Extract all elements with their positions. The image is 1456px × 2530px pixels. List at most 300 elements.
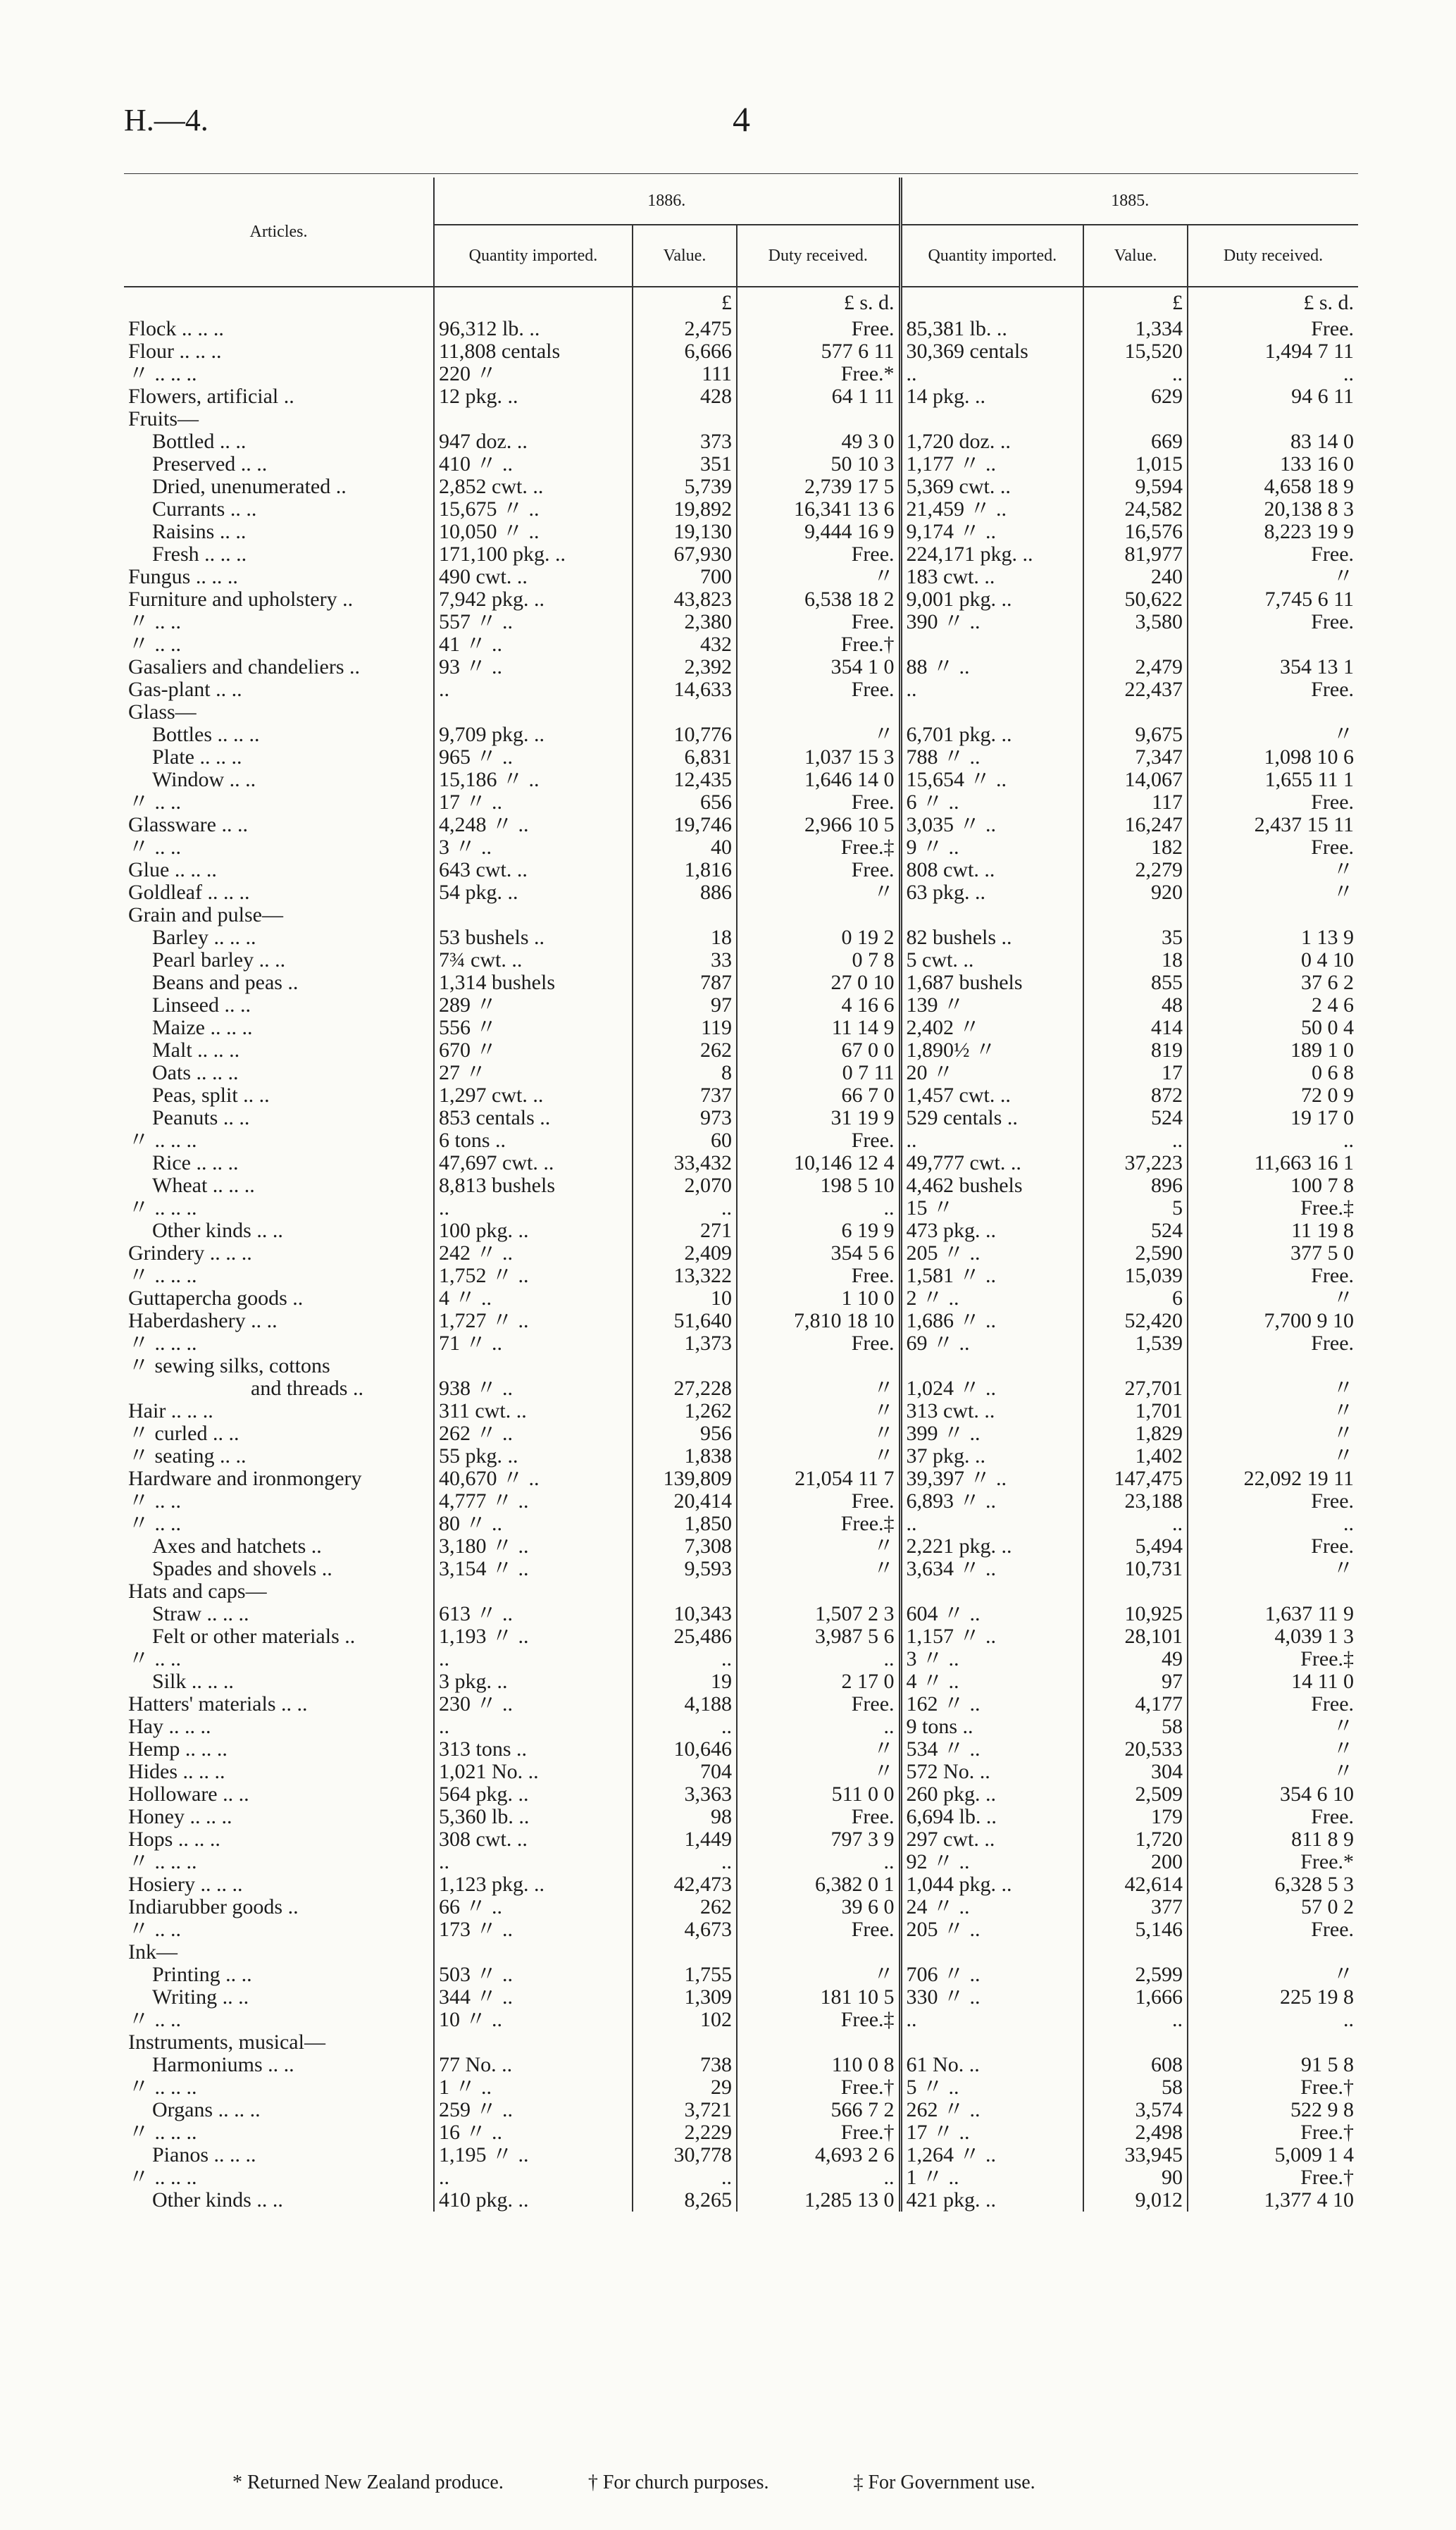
table-row: [124, 476, 1358, 498]
cell-duty-1885: Free.: [1188, 836, 1358, 859]
cell-duty-1885: 〃: [1188, 1287, 1358, 1310]
cell-quantity-1885: 5 〃 ..: [900, 2076, 1083, 2099]
cell-quantity-1885: 30,369 centals: [900, 340, 1083, 363]
cell-article: and threads ..: [251, 1377, 363, 1400]
table-row: [124, 769, 1358, 791]
cell-quantity-1885: 2,402 〃: [900, 1017, 1083, 1039]
cell-duty-1886: 1,507 2 3: [737, 1603, 900, 1625]
cell-value-1886: 738: [633, 2054, 737, 2076]
cell-quantity-1886: 965 〃 ..: [434, 746, 633, 769]
cell-duty-1886: 11 14 9: [737, 1017, 900, 1039]
cell-quantity-1885: 1,720 doz. ..: [900, 430, 1083, 453]
cell-article: Barley .. .. ..: [152, 926, 256, 949]
table-row: [124, 1400, 1358, 1422]
cell-article: 〃 .. .. ..: [128, 1851, 197, 1873]
cell-duty-1885: 91 5 8: [1188, 2054, 1358, 2076]
cell-duty-1885: Free.: [1188, 1490, 1358, 1513]
cell-value-1885: 304: [1083, 1761, 1188, 1783]
cell-duty-1885: 0 6 8: [1188, 1062, 1358, 1084]
cell-value-1885: 97: [1083, 1670, 1188, 1693]
cell-value-1886: 19,892: [633, 498, 737, 521]
cell-duty-1885: 4,658 18 9: [1188, 476, 1358, 498]
cell-value-1885: [1083, 1355, 1188, 1377]
cell-quantity-1885: 21,459 〃 ..: [900, 498, 1083, 521]
cell-quantity-1885: [900, 1580, 1083, 1603]
cell-quantity-1885: 9,001 pkg. ..: [900, 588, 1083, 611]
cell-duty-1886: [737, 1941, 900, 1964]
cell-quantity-1886: 220 〃: [434, 363, 633, 385]
cell-duty-1886: Free.‡: [737, 1513, 900, 1535]
table-row: [124, 1670, 1358, 1693]
cell-value-1885: ..: [1083, 1513, 1188, 1535]
cell-value-1885: 81,977: [1083, 543, 1188, 566]
cell-value-1885: 23,188: [1083, 1490, 1188, 1513]
cell-article: Hay .. .. ..: [128, 1716, 211, 1738]
cell-value-1886: 1,816: [633, 859, 737, 881]
cell-value-1886: 2,229: [633, 2121, 737, 2144]
cell-duty-1886: 4 16 6: [737, 994, 900, 1017]
cell-quantity-1886: 853 centals ..: [434, 1107, 633, 1129]
cell-value-1886: 98: [633, 1806, 737, 1828]
cell-quantity-1886: 96,312 lb. ..: [434, 318, 633, 340]
cell-quantity-1885: [900, 408, 1083, 430]
cell-article: 〃 .. .. ..: [128, 2166, 197, 2189]
cell-quantity-1886: 490 cwt. ..: [434, 566, 633, 588]
table-row: [124, 1580, 1358, 1603]
cell-duty-1885: ..: [1188, 363, 1358, 385]
cell-quantity-1885: [900, 2031, 1083, 2054]
cell-quantity-1886: 27 〃: [434, 1062, 633, 1084]
cell-value-1886: 60: [633, 1129, 737, 1152]
cell-duty-1885: 4,039 1 3: [1188, 1625, 1358, 1648]
header-duty-1885: Duty received.: [1188, 225, 1358, 287]
cell-quantity-1885: ..: [900, 363, 1083, 385]
cell-article: Beans and peas ..: [152, 972, 299, 994]
cell-value-1886: 29: [633, 2076, 737, 2099]
cell-duty-1886: 6,538 18 2: [737, 588, 900, 611]
cell-article: Oats .. .. ..: [152, 1062, 239, 1084]
cell-duty-1886: 10,146 12 4: [737, 1152, 900, 1174]
cell-value-1885: 15,520: [1083, 340, 1188, 363]
cell-duty-1885: [1188, 1941, 1358, 1964]
table-row: [124, 1332, 1358, 1355]
cell-quantity-1885: 39,397 〃 ..: [900, 1468, 1083, 1490]
cell-duty-1886: Free.: [737, 678, 900, 701]
cell-value-1885: 37,223: [1083, 1152, 1188, 1174]
cell-duty-1885: 1,494 7 11: [1188, 340, 1358, 363]
cell-duty-1886: 27 0 10: [737, 972, 900, 994]
cell-quantity-1886: 171,100 pkg. ..: [434, 543, 633, 566]
table-row: [124, 566, 1358, 588]
cell-quantity-1886: 1,314 bushels: [434, 972, 633, 994]
cell-value-1886: 97: [633, 994, 737, 1017]
cell-quantity-1886: 1,195 〃 ..: [434, 2144, 633, 2166]
cell-value-1886: 1,309: [633, 1986, 737, 2009]
cell-value-1885: 16,247: [1083, 814, 1188, 836]
cell-duty-1886: 110 0 8: [737, 2054, 900, 2076]
table-row: [124, 340, 1358, 363]
cell-value-1885: 50,622: [1083, 588, 1188, 611]
cell-duty-1886: 2,739 17 5: [737, 476, 900, 498]
cell-value-1886: 373: [633, 430, 737, 453]
cell-quantity-1885: 6,694 lb. ..: [900, 1806, 1083, 1828]
cell-value-1885: 1,402: [1083, 1445, 1188, 1468]
table-row: [124, 926, 1358, 949]
cell-value-1885: [1083, 633, 1188, 656]
cell-duty-1885: ..: [1188, 1513, 1358, 1535]
cell-article: Glassware .. ..: [128, 814, 248, 836]
header-duty-1886: Duty received.: [737, 225, 900, 287]
cell-article: Fruits—: [128, 408, 199, 430]
cell-value-1885: 3,580: [1083, 611, 1188, 633]
table-row: [124, 1107, 1358, 1129]
cell-article: Flock .. .. ..: [128, 318, 224, 340]
table-row: [124, 1648, 1358, 1670]
cell-article: 〃 .. .. ..: [128, 363, 197, 385]
cell-duty-1885: [1188, 701, 1358, 724]
cell-value-1886: 67,930: [633, 543, 737, 566]
cell-quantity-1885: 9,174 〃 ..: [900, 521, 1083, 543]
cell-duty-1886: [737, 2031, 900, 2054]
cell-article: Instruments, musical—: [128, 2031, 325, 2054]
cell-duty-1886: Free.†: [737, 633, 900, 656]
table-row: [124, 1535, 1358, 1558]
cell-value-1885: 1,539: [1083, 1332, 1188, 1355]
table-row: [124, 2121, 1358, 2144]
cell-article: Peas, split .. ..: [152, 1084, 270, 1107]
cell-value-1885: 22,437: [1083, 678, 1188, 701]
cell-value-1885: 16,576: [1083, 521, 1188, 543]
cell-value-1885: 15,039: [1083, 1265, 1188, 1287]
cell-article: Harmoniums .. ..: [152, 2054, 294, 2076]
cell-quantity-1885: 1,890½ 〃: [900, 1039, 1083, 1062]
cell-quantity-1885: [900, 287, 1083, 318]
cell-article: Other kinds .. ..: [152, 2189, 283, 2212]
cell-quantity-1886: 41 〃 ..: [434, 633, 633, 656]
cell-value-1885: 10,731: [1083, 1558, 1188, 1580]
cell-quantity-1886: 410 pkg. ..: [434, 2189, 633, 2212]
cell-value-1885: 524: [1083, 1220, 1188, 1242]
table-row: [124, 2144, 1358, 2166]
cell-value-1885: 18: [1083, 949, 1188, 972]
cell-value-1885: 1,720: [1083, 1828, 1188, 1851]
cell-value-1886: 432: [633, 633, 737, 656]
cell-duty-1885: Free.: [1188, 1918, 1358, 1941]
table-row: [124, 836, 1358, 859]
cell-article: Felt or other materials ..: [152, 1625, 356, 1648]
cell-quantity-1885: [900, 1941, 1083, 1964]
cell-article: Guttapercha goods ..: [128, 1287, 304, 1310]
cell-duty-1886: Free.: [737, 1129, 900, 1152]
cell-value-1886: 5,739: [633, 476, 737, 498]
table-row: [124, 633, 1358, 656]
cell-duty-1885: [1188, 408, 1358, 430]
cell-duty-1886: Free.†: [737, 2076, 900, 2099]
table-row: [124, 1197, 1358, 1220]
cell-duty-1886: ..: [737, 2166, 900, 2189]
cell-quantity-1886: 262 〃 ..: [434, 1422, 633, 1445]
cell-value-1885: 872: [1083, 1084, 1188, 1107]
cell-article: Pearl barley .. ..: [152, 949, 286, 972]
cell-article: 〃 .. .. ..: [128, 1265, 197, 1287]
cell-article: Honey .. .. ..: [128, 1806, 232, 1828]
header-value-1885: Value.: [1083, 225, 1188, 287]
cell-duty-1886: 64 1 11: [737, 385, 900, 408]
cell-quantity-1886: 643 cwt. ..: [434, 859, 633, 881]
cell-quantity-1886: 410 〃 ..: [434, 453, 633, 476]
cell-value-1885: 4,177: [1083, 1693, 1188, 1716]
cell-duty-1886: 〃: [737, 1377, 900, 1400]
cell-quantity-1886: 1,021 No. ..: [434, 1761, 633, 1783]
cell-quantity-1885: 262 〃 ..: [900, 2099, 1083, 2121]
cell-value-1885: 90: [1083, 2166, 1188, 2189]
cell-value-1885: 2,599: [1083, 1964, 1188, 1986]
cell-duty-1885: Free.: [1188, 318, 1358, 340]
cell-duty-1885: 〃: [1188, 1964, 1358, 1986]
cell-duty-1885: 133 16 0: [1188, 453, 1358, 476]
cell-quantity-1886: 670 〃: [434, 1039, 633, 1062]
cell-duty-1886: 〃: [737, 724, 900, 746]
table-row: [124, 2009, 1358, 2031]
cell-value-1886: 10,646: [633, 1738, 737, 1761]
cell-value-1885: [1083, 701, 1188, 724]
cell-duty-1886: 49 3 0: [737, 430, 900, 453]
cell-duty-1885: 72 0 9: [1188, 1084, 1358, 1107]
table-row: [124, 1806, 1358, 1828]
cell-article: Hops .. .. ..: [128, 1828, 220, 1851]
table-row: [124, 1851, 1358, 1873]
cell-quantity-1886: 54 pkg. ..: [434, 881, 633, 904]
table-row: [124, 814, 1358, 836]
cell-quantity-1885: 1,687 bushels: [900, 972, 1083, 994]
cell-quantity-1885: 1 〃 ..: [900, 2166, 1083, 2189]
cell-value-1886: 8: [633, 1062, 737, 1084]
table-row: [124, 498, 1358, 521]
cell-quantity-1885: 313 cwt. ..: [900, 1400, 1083, 1422]
cell-duty-1886: 0 19 2: [737, 926, 900, 949]
table-row: [124, 1084, 1358, 1107]
cell-duty-1886: [737, 701, 900, 724]
cell-article: Hardware and ironmongery: [128, 1468, 362, 1490]
cell-duty-1886: Free.: [737, 859, 900, 881]
cell-article: 〃 .. ..: [128, 1918, 181, 1941]
cell-value-1886: 886: [633, 881, 737, 904]
cell-value-1885: 414: [1083, 1017, 1188, 1039]
cell-quantity-1886: 40,670 〃 ..: [434, 1468, 633, 1490]
cell-duty-1885: 57 0 2: [1188, 1896, 1358, 1918]
cell-quantity-1886: 3,180 〃 ..: [434, 1535, 633, 1558]
cell-duty-1885: Free.*: [1188, 1851, 1358, 1873]
table-row: [124, 904, 1358, 926]
cell-quantity-1885: 473 pkg. ..: [900, 1220, 1083, 1242]
cell-duty-1886: 50 10 3: [737, 453, 900, 476]
cell-quantity-1885: 205 〃 ..: [900, 1242, 1083, 1265]
cell-duty-1885: 〃: [1188, 1400, 1358, 1422]
header-quantity-1885: Quantity imported.: [900, 225, 1083, 287]
cell-duty-1886: 〃: [737, 1964, 900, 1986]
cell-value-1885: 20,533: [1083, 1738, 1188, 1761]
cell-duty-1885: 11,663 16 1: [1188, 1152, 1358, 1174]
cell-value-1886: 428: [633, 385, 737, 408]
table-row: [124, 1287, 1358, 1310]
page-number: 4: [733, 99, 750, 139]
cell-value-1886: ..: [633, 2166, 737, 2189]
cell-quantity-1886: ..: [434, 1716, 633, 1738]
cell-quantity-1885: 205 〃 ..: [900, 1918, 1083, 1941]
cell-duty-1886: 〃: [737, 1422, 900, 1445]
cell-value-1885: 147,475: [1083, 1468, 1188, 1490]
cell-article: Fungus .. .. ..: [128, 566, 238, 588]
table-row: [124, 1152, 1358, 1174]
cell-article: Linseed .. ..: [152, 994, 251, 1017]
cell-article: Malt .. .. ..: [152, 1039, 240, 1062]
cell-quantity-1885: 3,035 〃 ..: [900, 814, 1083, 836]
cell-value-1885: 28,101: [1083, 1625, 1188, 1648]
table-row: [124, 1490, 1358, 1513]
cell-value-1886: £: [633, 287, 737, 318]
cell-value-1885: 17: [1083, 1062, 1188, 1084]
table-row: [124, 588, 1358, 611]
table-row: [124, 1242, 1358, 1265]
cell-article: Wheat .. .. ..: [152, 1174, 255, 1197]
cell-quantity-1885: 1,024 〃 ..: [900, 1377, 1083, 1400]
cell-duty-1885: [1188, 1580, 1358, 1603]
cell-value-1886: 351: [633, 453, 737, 476]
cell-quantity-1885: 399 〃 ..: [900, 1422, 1083, 1445]
cell-value-1886: 10,343: [633, 1603, 737, 1625]
cell-duty-1886: 354 1 0: [737, 656, 900, 678]
table-row: [124, 1445, 1358, 1468]
cell-value-1886: 119: [633, 1017, 737, 1039]
table-row: [124, 2054, 1358, 2076]
cell-article: Currants .. ..: [152, 498, 257, 521]
cell-value-1885: [1083, 2031, 1188, 2054]
cell-value-1885: 2,279: [1083, 859, 1188, 881]
cell-quantity-1886: 311 cwt. ..: [434, 1400, 633, 1422]
cell-duty-1886: Free.: [737, 1918, 900, 1941]
cell-value-1886: 33: [633, 949, 737, 972]
table-row: [124, 543, 1358, 566]
cell-duty-1885: 354 6 10: [1188, 1783, 1358, 1806]
cell-duty-1886: 6,382 0 1: [737, 1873, 900, 1896]
cell-value-1886: 19: [633, 1670, 737, 1693]
cell-article: Ink—: [128, 1941, 178, 1964]
table-row: [124, 1355, 1358, 1377]
cell-quantity-1885: ..: [900, 678, 1083, 701]
cell-quantity-1886: 77 No. ..: [434, 2054, 633, 2076]
cell-quantity-1886: 17 〃 ..: [434, 791, 633, 814]
cell-duty-1886: 2,966 10 5: [737, 814, 900, 836]
top-rule: [124, 173, 1358, 174]
cell-quantity-1885: [900, 701, 1083, 724]
cell-duty-1885: [1188, 2031, 1358, 2054]
cell-value-1886: 111: [633, 363, 737, 385]
cell-value-1886: [633, 1355, 737, 1377]
cell-duty-1885: [1188, 1355, 1358, 1377]
cell-quantity-1886: 564 pkg. ..: [434, 1783, 633, 1806]
table-row: [124, 791, 1358, 814]
table-row: [124, 1265, 1358, 1287]
cell-duty-1885: 1,655 11 1: [1188, 769, 1358, 791]
cell-duty-1886: Free.: [737, 543, 900, 566]
cell-article: 〃 .. ..: [128, 2009, 181, 2031]
cell-article: Glue .. .. ..: [128, 859, 217, 881]
cell-quantity-1885: 3 〃 ..: [900, 1648, 1083, 1670]
cell-duty-1886: Free.: [737, 611, 900, 633]
cell-value-1886: 14,633: [633, 678, 737, 701]
cell-quantity-1886: [434, 1355, 633, 1377]
table-row: [124, 1513, 1358, 1535]
cell-value-1886: 1,373: [633, 1332, 737, 1355]
cell-value-1886: [633, 1580, 737, 1603]
cell-value-1886: 700: [633, 566, 737, 588]
cell-quantity-1886: 9,709 pkg. ..: [434, 724, 633, 746]
cell-quantity-1885: 61 No. ..: [900, 2054, 1083, 2076]
cell-duty-1885: ..: [1188, 2009, 1358, 2031]
cell-quantity-1886: [434, 1580, 633, 1603]
cell-value-1885: ..: [1083, 2009, 1188, 2031]
cell-quantity-1886: [434, 904, 633, 926]
cell-duty-1886: 〃: [737, 566, 900, 588]
header-articles: Articles.: [124, 178, 434, 287]
cell-duty-1886: ..: [737, 1648, 900, 1670]
cell-quantity-1886: 230 〃 ..: [434, 1693, 633, 1716]
cell-duty-1885: Free.†: [1188, 2076, 1358, 2099]
cell-quantity-1885: 3,634 〃 ..: [900, 1558, 1083, 1580]
header-year-1885: 1885.: [900, 178, 1358, 225]
cell-duty-1886: 〃: [737, 1445, 900, 1468]
cell-value-1885: 240: [1083, 566, 1188, 588]
cell-quantity-1885: 1,457 cwt. ..: [900, 1084, 1083, 1107]
cell-quantity-1885: 5,369 cwt. ..: [900, 476, 1083, 498]
cell-value-1886: 2,380: [633, 611, 737, 633]
cell-quantity-1885: ..: [900, 1129, 1083, 1152]
cell-duty-1885: 8,223 19 9: [1188, 521, 1358, 543]
table-row: [124, 1918, 1358, 1941]
cell-quantity-1886: 15,675 〃 ..: [434, 498, 633, 521]
cell-quantity-1885: 1,581 〃 ..: [900, 1265, 1083, 1287]
cell-quantity-1885: 421 pkg. ..: [900, 2189, 1083, 2212]
cell-quantity-1886: [434, 287, 633, 318]
cell-duty-1885: 189 1 0: [1188, 1039, 1358, 1062]
cell-duty-1885: ..: [1188, 1129, 1358, 1152]
cell-quantity-1886: 344 〃 ..: [434, 1986, 633, 2009]
cell-duty-1886: [737, 904, 900, 926]
cell-quantity-1885: 1,044 pkg. ..: [900, 1873, 1083, 1896]
cell-duty-1886: 4,693 2 6: [737, 2144, 900, 2166]
cell-value-1885: 5: [1083, 1197, 1188, 1220]
cell-quantity-1885: 20 〃: [900, 1062, 1083, 1084]
cell-value-1885: 182: [1083, 836, 1188, 859]
cell-article: 〃 .. ..: [128, 1490, 181, 1513]
cell-value-1885: [1083, 1580, 1188, 1603]
cell-quantity-1886: 1,727 〃 ..: [434, 1310, 633, 1332]
cell-quantity-1885: 92 〃 ..: [900, 1851, 1083, 1873]
cell-quantity-1885: 14 pkg. ..: [900, 385, 1083, 408]
cell-value-1886: 25,486: [633, 1625, 737, 1648]
cell-value-1885: 9,594: [1083, 476, 1188, 498]
cell-duty-1886: ..: [737, 1716, 900, 1738]
cell-duty-1885: Free.‡: [1188, 1197, 1358, 1220]
table-row: [124, 1558, 1358, 1580]
cell-quantity-1886: 613 〃 ..: [434, 1603, 633, 1625]
cell-duty-1885: 〃: [1188, 1716, 1358, 1738]
table-row: [124, 1220, 1358, 1242]
cell-quantity-1886: 259 〃 ..: [434, 2099, 633, 2121]
cell-quantity-1886: 8,813 bushels: [434, 1174, 633, 1197]
cell-duty-1885: Free.: [1188, 1806, 1358, 1828]
cell-article: Bottled .. ..: [152, 430, 247, 453]
